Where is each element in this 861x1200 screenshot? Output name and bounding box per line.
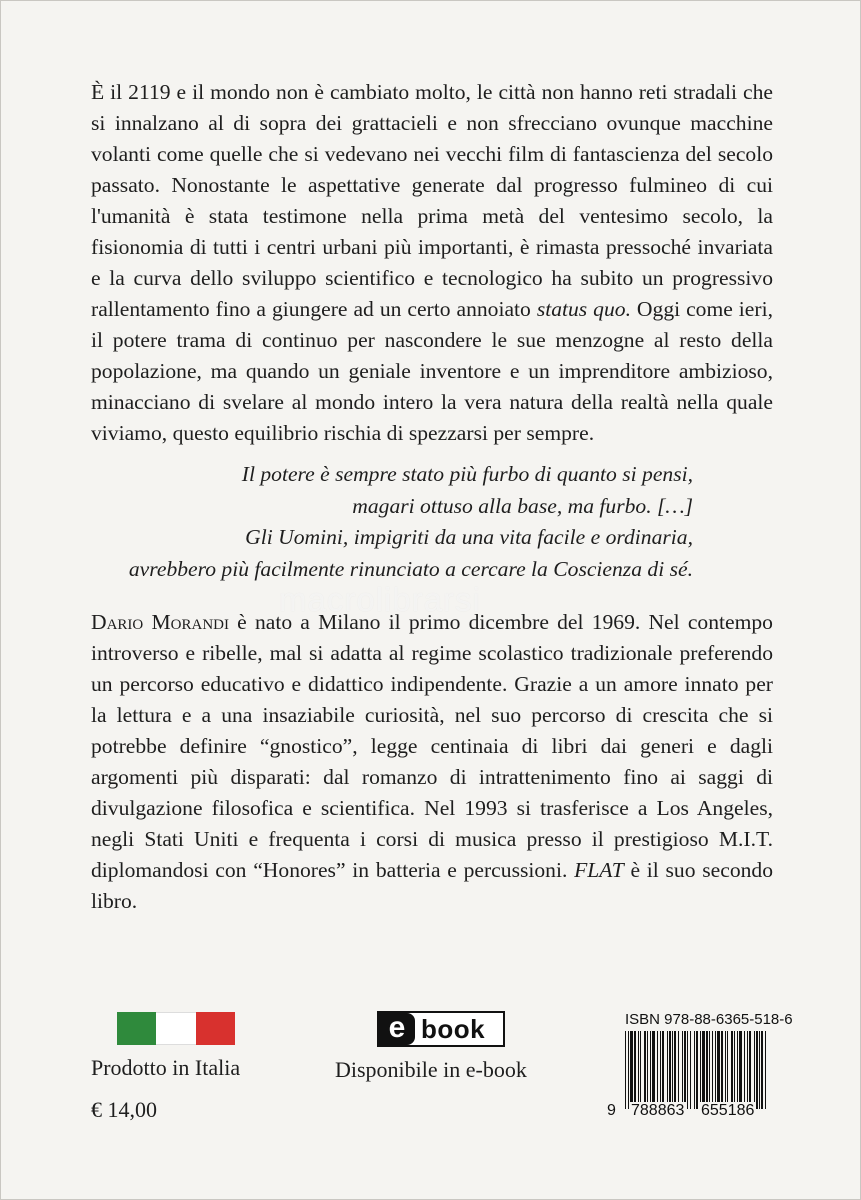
barcode-bar <box>625 1031 626 1109</box>
barcode-bar <box>756 1031 758 1109</box>
barcode-bar <box>634 1031 636 1109</box>
italian-flag-icon <box>117 1012 235 1045</box>
barcode-bar <box>715 1031 716 1109</box>
barcode-bar <box>737 1031 738 1109</box>
barcode-bar <box>706 1031 708 1109</box>
barcode-bar <box>628 1031 629 1109</box>
barcode-bar <box>747 1031 748 1109</box>
flag-red-stripe <box>196 1012 235 1045</box>
barcode-bar <box>687 1031 688 1109</box>
synopsis-text-part2: Oggi come ieri, il potere trama di continuo per nascondere le sue menzogne al resto della popolazione, ma quando un geniale inventore e un imprenditore ambizioso, minacciano di svelare al mondo intero la vera natura della realtà nella quale viviamo, questo equilibrio rischia di spezzarsi per sempre. <box>91 297 773 445</box>
barcode-bar <box>647 1031 648 1109</box>
barcode-bar <box>721 1031 723 1109</box>
quote-line: magari ottuso alla base, ma furbo. […] <box>352 493 693 518</box>
barcode-bar <box>727 1031 728 1109</box>
barcode-digit-group: 788863 <box>631 1102 685 1119</box>
barcode-digit-group: 9 <box>607 1102 616 1119</box>
quote-line: avrebbero più facilmente rinunciato a cercare la Coscienza di sé. <box>128 556 693 581</box>
barcode-bar <box>696 1031 698 1109</box>
barcode-bar <box>739 1031 742 1109</box>
quote-line: Gli Uomini, impigriti da una vita facile e ordinaria, <box>245 525 693 549</box>
barcode-bar <box>765 1031 766 1109</box>
barcode-bar <box>759 1031 760 1109</box>
barcode-bar <box>749 1031 751 1109</box>
barcode-digit-group: 655186 <box>701 1102 755 1119</box>
bio-text-part2: è il suo secondo libro. <box>91 858 774 913</box>
ebook-logo-book: book <box>421 1013 486 1044</box>
ebook-availability-label: Disponibile in e-book <box>335 1057 527 1082</box>
barcode-bar <box>744 1031 745 1109</box>
barcode-bar <box>734 1031 735 1109</box>
ebook-logo-icon <box>377 1011 505 1047</box>
author-name: Dario Morandi <box>91 610 229 634</box>
barcode-bar <box>667 1031 668 1109</box>
barcode-bar <box>678 1031 679 1109</box>
barcode-bar <box>657 1031 658 1109</box>
barcode-bar <box>712 1031 713 1109</box>
barcode-bar <box>700 1031 701 1109</box>
barcode-bar <box>674 1031 676 1109</box>
book-title: FLAT <box>574 858 624 882</box>
barcode-bar <box>640 1031 641 1109</box>
quote-line: Il potere è sempre stato più furbo di quanto si pensi, <box>241 462 693 486</box>
barcode-bar <box>669 1031 671 1109</box>
barcode-bar <box>690 1031 691 1109</box>
barcode-bar <box>731 1031 733 1109</box>
bio-text-part1: è nato a Milano il primo dicembre del 1969. Nel contempo introverso e ribelle, mal si adatta al regime scolastico tradizionale preferendo un percorso educativo e didattico indipendente. Grazie a un amore innato per la lettura e a una insaziabile curiosità, nel suo percorso di crescita che si potrebbe definire “gnostico”, legge centinaia di libri dai generi e dagli argomenti più disparati: dal romanzo di intrattenimento fino ai saggi di divulgazione filosofica e scientifica. Nel 1993 si trasferisce a Los Angeles, negli Stati Uniti e frequenta i corsi di musica presso il prestigioso M.I.T. diplomandosi con “Honores” in batteria e percussioni. <box>91 610 773 882</box>
price-label: € 14,00 <box>91 1097 157 1122</box>
barcode-bar <box>662 1031 664 1109</box>
barcode-bar <box>644 1031 646 1109</box>
flag-white-stripe <box>156 1012 195 1045</box>
made-in-italy-label: Prodotto in Italia <box>91 1055 241 1080</box>
barcode-bar <box>717 1031 720 1109</box>
barcode-bar <box>638 1031 639 1109</box>
watermark-text: macrolibrarsi <box>279 581 481 618</box>
epigraph-quote <box>91 459 693 585</box>
ebook-logo-e: e <box>379 1013 415 1045</box>
barcode-bar <box>672 1031 673 1109</box>
barcode-bar <box>684 1031 686 1109</box>
barcode-bar <box>652 1031 655 1109</box>
synopsis-italic-phrase: status quo. <box>536 297 631 321</box>
synopsis-text-part1: È il 2119 e il mondo non è cambiato molto, le città non hanno reti stradali che si innalzano al di sopra dei grattacieli e non sfrecciano ovunque macchine volanti come quelle che si vedevano nei vecchi film di fantascienza del secolo passato. Nonostante le aspettative generate dal progresso fulmineo di cui l'umanità è stata testimone nella prima metà del ventesimo secolo, la fisionomia di tutti i centri urbani più importanti, è rimasta pressoché invariata e la curva dello sviluppo scientifico e tecnologico ha subito un progressivo rallentamento fino a giungere ad un certo annoiato <box>91 80 773 321</box>
barcode-bar <box>761 1031 763 1109</box>
barcode-bar <box>725 1031 726 1109</box>
barcode-bar <box>660 1031 661 1109</box>
barcode-bar <box>682 1031 683 1109</box>
author-bio-paragraph <box>91 607 773 917</box>
barcode-bar <box>630 1031 633 1109</box>
isbn-label: ISBN 978-88-6365-518-6 <box>625 1011 793 1028</box>
barcode-bar <box>709 1031 710 1109</box>
barcode-bar <box>650 1031 651 1109</box>
barcode-icon <box>623 1031 769 1109</box>
barcode-bar <box>754 1031 755 1109</box>
synopsis-paragraph <box>91 77 773 449</box>
flag-green-stripe <box>117 1012 156 1045</box>
barcode-bar <box>702 1031 705 1109</box>
barcode-bar <box>694 1031 695 1109</box>
